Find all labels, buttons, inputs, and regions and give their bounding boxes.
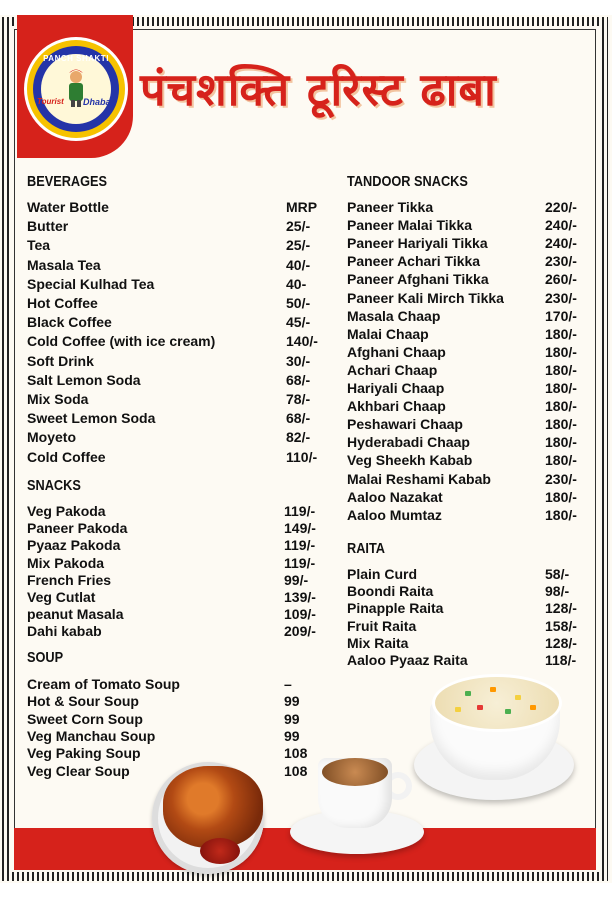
menu-item-price: 30/-: [286, 352, 311, 369]
menu-item-price: 158/-: [545, 617, 577, 634]
menu-item-price: 128/-: [545, 634, 577, 651]
menu-item-price: 119/-: [284, 554, 316, 571]
menu-item-name: Sweet Lemon Soda: [27, 410, 156, 427]
menu-item-price: 45/-: [286, 314, 311, 331]
menu-item-name: Mix Pakoda: [27, 554, 105, 571]
menu-item-price: 260/-: [545, 271, 577, 288]
menu-item-name: Plain Curd: [347, 566, 418, 582]
menu-item-price: 110/-: [286, 448, 318, 465]
section-title: TANDOOR SNACKS: [347, 173, 468, 190]
menu-item-price: 220/-: [545, 199, 577, 215]
menu-item-name: Hariyali Chaap: [347, 380, 445, 396]
coffee-surface: [322, 758, 388, 786]
menu-item-name: Paneer Tikka: [347, 199, 434, 215]
menu-item-price: 180/-: [545, 452, 577, 469]
menu-item-price: 128/-: [545, 600, 577, 617]
menu-item-name: Paneer Malai Tikka: [347, 217, 473, 234]
menu-item-name: Dahi kabab: [27, 623, 102, 640]
menu-item-price: 180/-: [545, 380, 577, 396]
menu-item-name: Boondi Raita: [347, 583, 434, 600]
menu-item-price: 25/-: [286, 218, 311, 235]
menu-item-name: Fruit Raita: [347, 617, 417, 634]
menu-item-price: 40-: [286, 275, 307, 292]
menu-item-name: Paneer Achari Tikka: [347, 253, 481, 270]
menu-item-name: Aaloo Pyaaz Raita: [347, 652, 468, 668]
menu-item-price: 180/-: [545, 416, 577, 433]
menu-item-name: Hot & Sour Soup: [27, 693, 139, 710]
menu-item-name: Black Coffee: [27, 314, 112, 331]
menu-item-name: French Fries: [27, 571, 112, 588]
menu-item-price: 240/-: [545, 217, 577, 234]
menu-item-price: 99: [284, 693, 300, 710]
menu-item-name: Paneer Hariyali Tikka: [347, 235, 488, 252]
menu-item-price: 180/-: [545, 325, 577, 342]
menu-item-name: Mix Soda: [27, 391, 89, 407]
menu-item-name: Afghani Chaap: [347, 343, 446, 360]
menu-item-price: 25/-: [286, 237, 311, 254]
menu-item-price: 108: [284, 745, 308, 762]
menu-item-name: Achari Chaap: [347, 361, 438, 378]
menu-item-price: 209/-: [284, 623, 316, 640]
menu-item-name: Veg Pakoda: [27, 503, 106, 519]
menu-item-name: Peshawari Chaap: [347, 416, 463, 433]
menu-item-price: 119/-: [284, 537, 316, 554]
menu-item-price: 99/-: [284, 571, 309, 588]
chutney-image: [200, 838, 240, 864]
menu-item-price: 180/-: [545, 506, 577, 523]
menu-item-price: 118/-: [545, 652, 577, 668]
logo-tourist: Tourist: [37, 97, 64, 106]
menu-item-name: Veg Cutlat: [27, 589, 96, 605]
menu-item-price: 119/-: [284, 503, 316, 519]
menu-item-name: Aaloo Mumtaz: [347, 506, 442, 523]
section-title: RAITA: [347, 540, 386, 557]
menu-item-name: Moyeto: [27, 429, 76, 446]
menu-item-name: Paneer Kali Mirch Tikka: [347, 289, 504, 306]
menu-item-name: Pyaaz Pakoda: [27, 537, 121, 554]
menu-item-name: Mix Raita: [347, 634, 409, 651]
menu-item-price: 99: [284, 727, 300, 744]
menu-item-name: Malai Chaap: [347, 325, 429, 342]
menu-item-price: 68/-: [286, 371, 311, 388]
menu-item-name: Malai Reshami Kabab: [347, 470, 491, 487]
menu-item-name: peanut Masala: [27, 606, 124, 623]
menu-item-price: 58/-: [545, 566, 570, 582]
menu-item-name: Veg Manchau Soup: [27, 727, 156, 744]
price-header: MRP: [286, 199, 318, 215]
menu-item-price: 180/-: [545, 434, 577, 451]
soup-surface: [432, 674, 562, 732]
menu-item-price: 180/-: [545, 361, 577, 378]
menu-item-price: 109/-: [284, 606, 316, 623]
menu-item-name: Salt Lemon Soda: [27, 371, 141, 388]
menu-item-price: 180/-: [545, 398, 577, 415]
menu-item-price: 140/-: [286, 333, 318, 350]
menu-item-name: Soft Drink: [27, 352, 94, 369]
menu-item-name: Masala Tea: [27, 256, 101, 273]
menu-item-name: Pinapple Raita: [347, 600, 444, 617]
menu-item-name: Aaloo Nazakat: [347, 488, 443, 505]
menu-item-price: 170/-: [545, 307, 577, 324]
menu-item-name: Veg Clear Soup: [27, 762, 130, 779]
menu-item-price: 50/-: [286, 295, 311, 311]
menu-item-name: Sweet Corn Soup: [27, 710, 143, 727]
menu-item-name: Special Kulhad Tea: [27, 275, 155, 292]
section-title: SOUP: [27, 649, 64, 666]
menu-item-price: 82/-: [286, 429, 311, 446]
menu-item-price: 180/-: [545, 488, 577, 505]
menu-item-price: 78/-: [286, 391, 311, 407]
menu-item-name: Cold Coffee: [27, 448, 106, 465]
section-title: SNACKS: [27, 477, 81, 494]
menu-item-name: Paneer Pakoda: [27, 520, 128, 537]
dhaba-logo: [27, 40, 125, 138]
restaurant-title: पंचशक्ति टूरिस्ट ढाबा: [140, 63, 497, 116]
logo-brand: PANCH SHAKTI: [43, 54, 109, 63]
menu-item-name: Butter: [27, 218, 69, 235]
menu-item-price: 230/-: [545, 289, 577, 306]
menu-item-price: 180/-: [545, 343, 577, 360]
menu-item-price: 240/-: [545, 235, 577, 252]
menu-item-name: Tea: [27, 237, 51, 254]
menu-item-name: Akhbari Chaap: [347, 398, 446, 415]
logo-dhaba: Dhaba: [83, 97, 111, 107]
menu-item-price: 139/-: [284, 589, 316, 605]
menu-item-name: Cream of Tomato Soup: [27, 676, 180, 692]
menu-item-name: Cold Coffee (with ice cream): [27, 333, 216, 350]
menu-item-name: Masala Chaap: [347, 307, 441, 324]
menu-item-name: Veg Sheekh Kabab: [347, 452, 473, 469]
menu-item-price: 98/-: [545, 583, 570, 600]
menu-item-name: Hyderabadi Chaap: [347, 434, 470, 451]
menu-item-price: 68/-: [286, 410, 311, 427]
pakoda-image: [163, 766, 263, 848]
menu-item-name: Paneer Afghani Tikka: [347, 271, 489, 288]
menu-item-price: 40/-: [286, 256, 311, 273]
menu-item-name: Hot Coffee: [27, 295, 98, 311]
menu-item-price: 149/-: [284, 520, 316, 537]
menu-item-name: Veg Paking Soup: [27, 745, 141, 762]
menu-item-price: 108: [284, 762, 308, 779]
menu-item-price: 230/-: [545, 470, 577, 487]
section-title: BEVERAGES: [27, 173, 108, 190]
menu-item-price: 99: [284, 710, 300, 727]
menu-item-name: Water Bottle: [27, 199, 109, 215]
menu-item-price: 230/-: [545, 253, 577, 270]
menu-item-price: –: [284, 676, 292, 692]
